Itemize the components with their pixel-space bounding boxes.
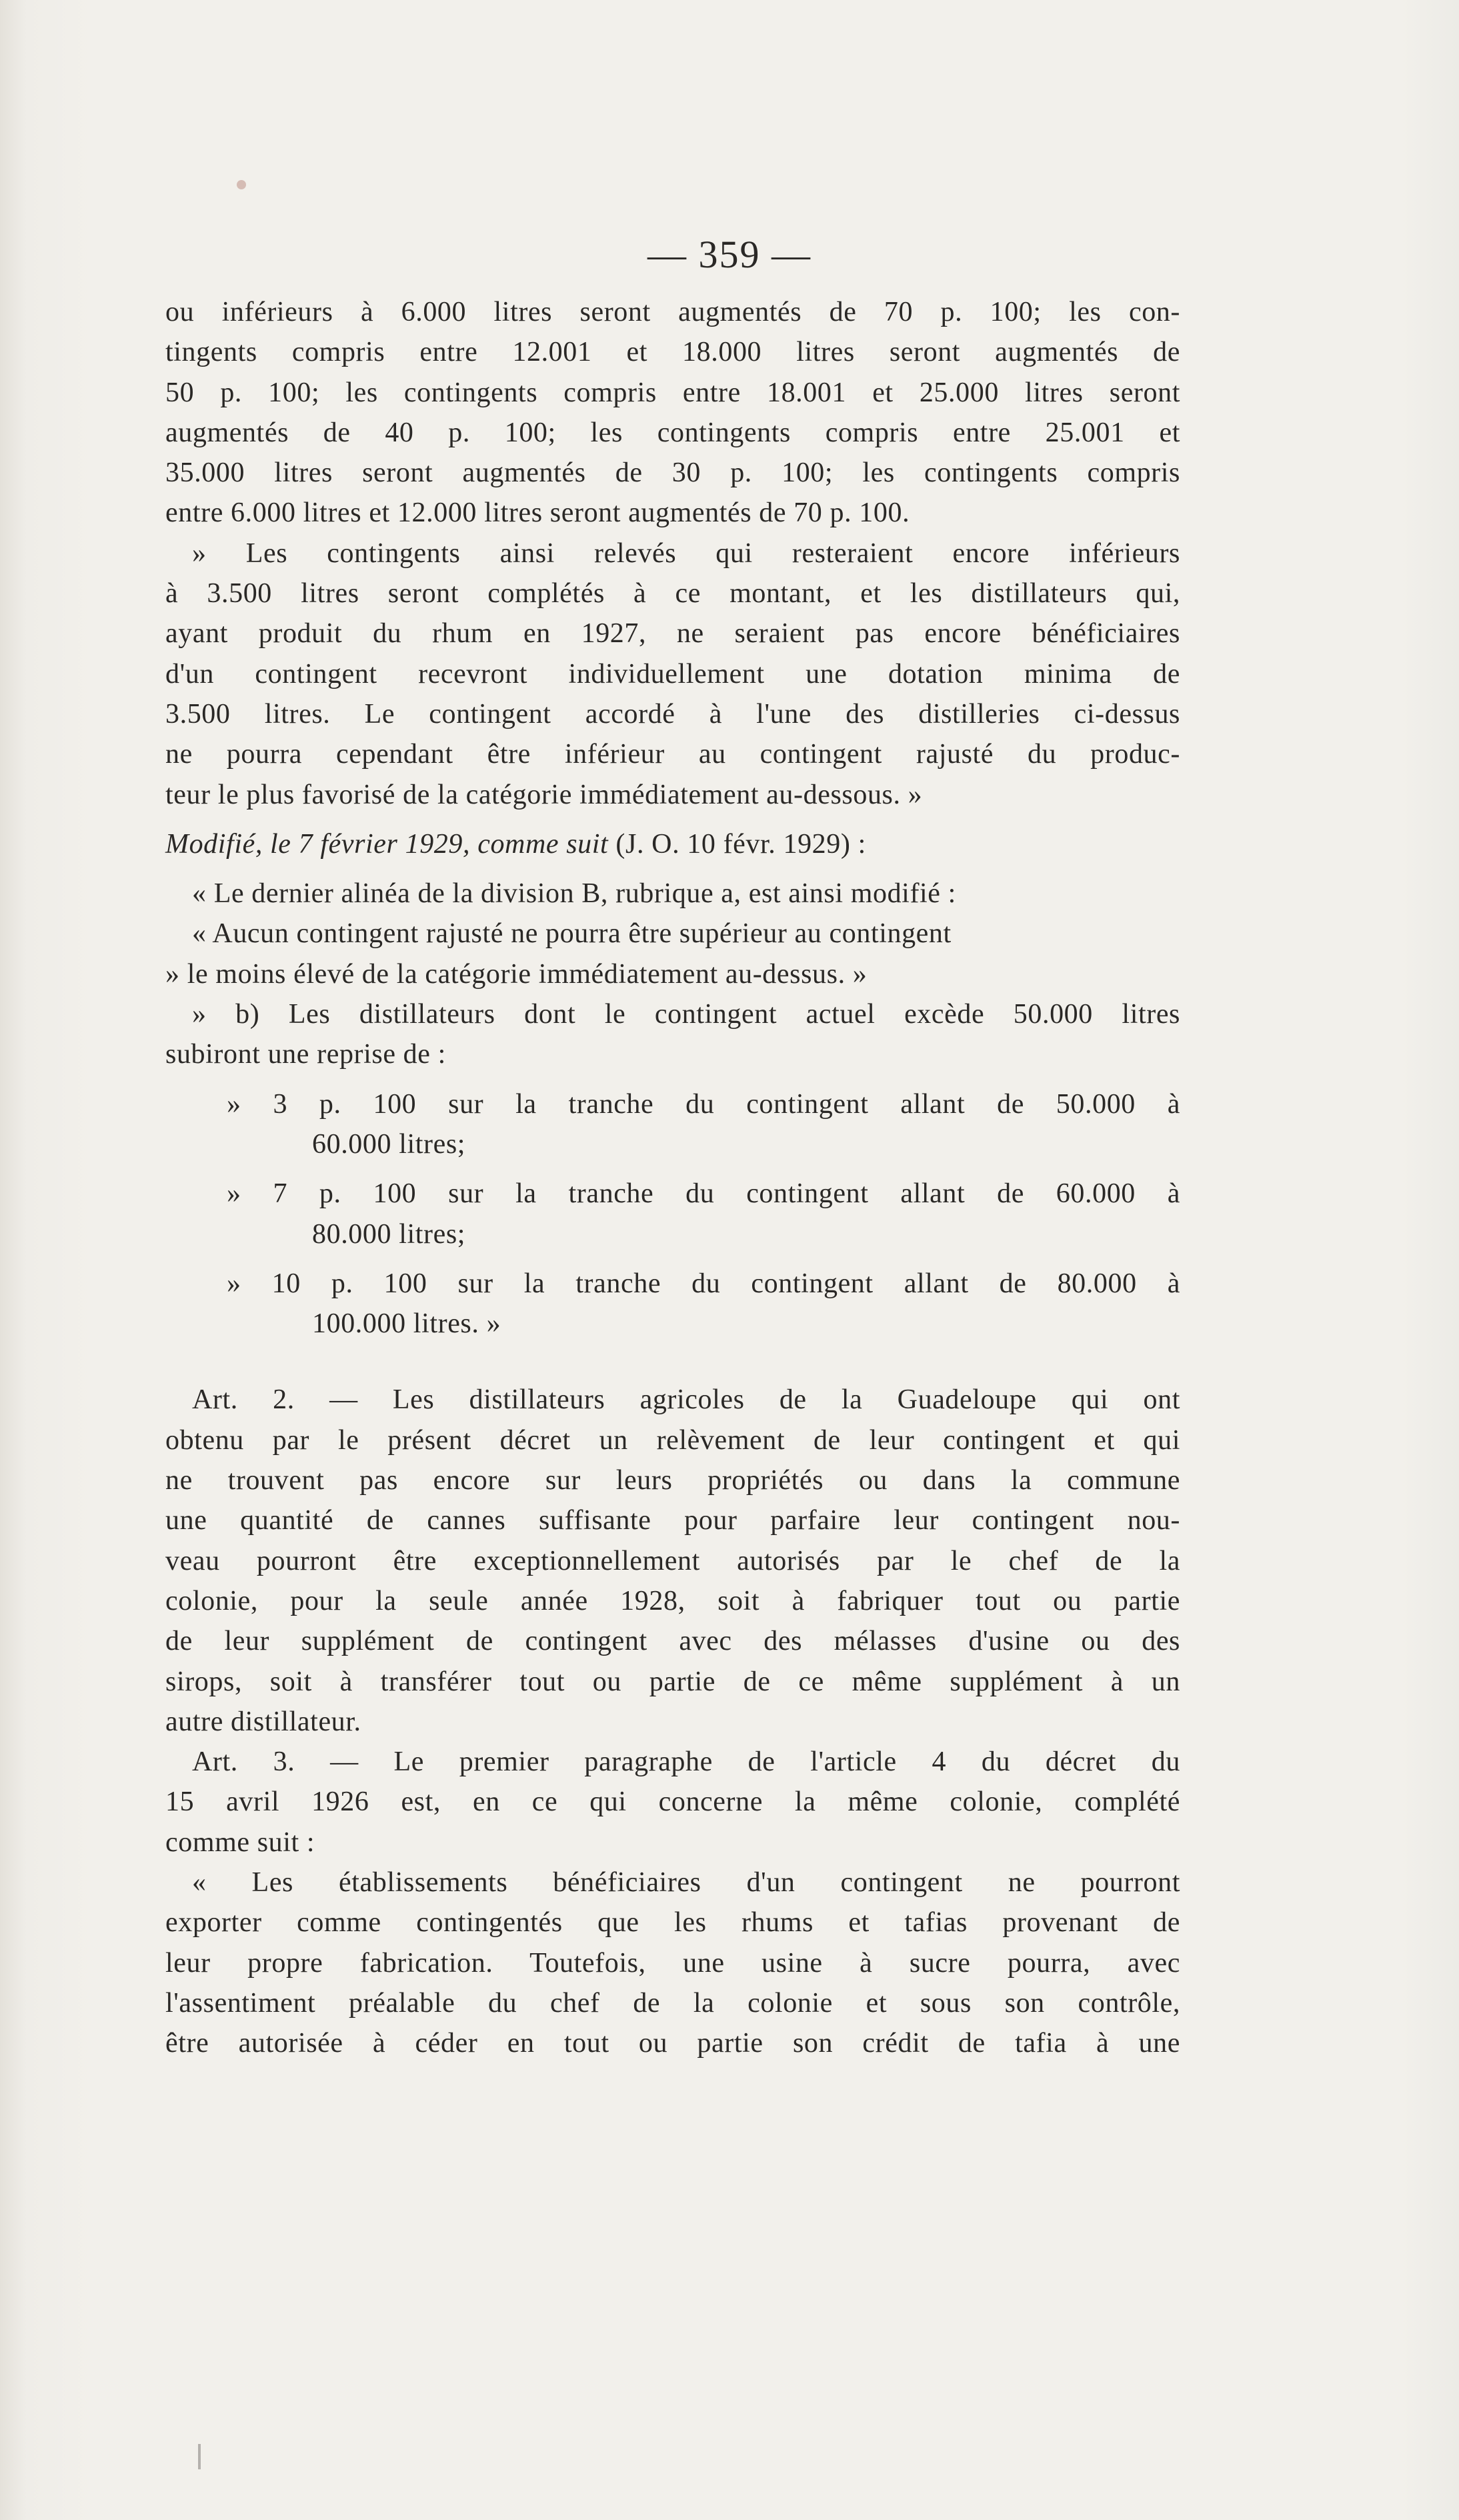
reprise-list (165, 1084, 1180, 1344)
text-line: d'un contingent recevront individuellement une dotation minima de (165, 658, 1180, 690)
text-line: teur le plus favorisé de la catégorie immédiatement au-dessous. » (165, 779, 923, 810)
text-line: obtenu par le présent décret un relèvement de leur contingent et qui (165, 1424, 1180, 1456)
text-line: » b) Les distillateurs dont le contingent actuel excède 50.000 litres (192, 999, 1180, 1030)
text-line: « Les établissements bénéficiaires d'un contingent ne pourront (192, 1866, 1180, 1898)
page-number: — 359 — (647, 233, 812, 276)
text-line: colonie, pour la seule année 1928, soit à fabriquer tout ou partie (165, 1585, 1180, 1616)
text-line: 100.000 litres. » (312, 1308, 501, 1340)
paragraph-etablissements-beneficiaires (165, 1862, 1180, 2063)
text-line: 35.000 litres seront augmentés de 30 p. 100; les contingents compris (165, 457, 1180, 489)
text-line: être autorisée à céder en tout ou partie son crédit de tafia à une (165, 2028, 1180, 2059)
text-line: veau pourront être exceptionnellement autorisés par le chef de la (165, 1545, 1180, 1576)
text-line: 80.000 litres; (312, 1218, 466, 1250)
text-line: « Aucun contingent rajusté ne pourra être supérieur au contingent (192, 918, 952, 950)
modification-note-italic: Modifié, le 7 février 1929, comme suit (165, 828, 609, 860)
ink-speck (198, 2444, 201, 2469)
list-item (165, 1084, 1180, 1165)
text-line: ne trouvent pas encore sur leurs propriétés ou dans la commune (165, 1465, 1180, 1496)
list-item (165, 1174, 1180, 1254)
text-line: » Les contingents ainsi relevés qui resteraient encore inférieurs (192, 537, 1180, 569)
text-line: de leur supplément de contingent avec des mélasses d'usine ou des (165, 1626, 1180, 1657)
text-line: Art. 2. — Les distillateurs agricoles de la Guadeloupe qui ont (192, 1384, 1180, 1416)
text-line: autre distillateur. (165, 1706, 361, 1737)
text-line: « Le dernier alinéa de la division B, rubrique a, est ainsi modifié : (192, 878, 956, 910)
text-line: entre 6.000 litres et 12.000 litres seront augmentés de 70 p. 100. (165, 497, 910, 529)
modification-note-ref: (J. O. 10 févr. 1929) : (608, 828, 866, 860)
text-line: comme suit : (165, 1826, 315, 1858)
text-line: » le moins élevé de la catégorie immédiatement au-dessus. » (165, 958, 868, 990)
text-line: 60.000 litres; (312, 1128, 466, 1160)
text-line: » 3 p. 100 sur la tranche du contingent allant de 50.000 à (227, 1088, 1180, 1120)
paragraph-contingents-augmentes (165, 292, 1180, 533)
article-3 (165, 1742, 1180, 1862)
text-line: » 10 p. 100 sur la tranche du contingent allant de 80.000 à (227, 1268, 1180, 1299)
text-line: ne pourra cependant être inférieur au contingent rajusté du produc- (165, 739, 1180, 770)
text-line: Art. 3. — Le premier paragraphe de l'article 4 du décret du (192, 1746, 1180, 1778)
text-line: sirops, soit à transférer tout ou partie de ce même supplément à un (165, 1666, 1180, 1697)
text-line: » 7 p. 100 sur la tranche du contingent allant de 60.000 à (227, 1178, 1180, 1210)
text-line: 50 p. 100; les contingents compris entre 18.001 et 25.000 litres seront (165, 377, 1180, 408)
list-item (165, 1264, 1180, 1344)
article-2 (165, 1380, 1180, 1742)
text-line: l'assentiment préalable du chef de la colonie et sous son contrôle, (165, 1987, 1180, 2019)
text-line: leur propre fabrication. Toutefois, une usine à sucre pourra, avec (165, 1947, 1180, 1979)
text-line: ayant produit du rhum en 1927, ne seraient pas encore bénéficiaires (165, 618, 1180, 650)
text-line: subiront une reprise de : (165, 1039, 446, 1070)
paragraph-contingents-releves (165, 533, 1180, 815)
text-line: tingents compris entre 12.001 et 18.000 litres seront augmentés de (165, 337, 1180, 368)
paragraph-dernier-alinea (165, 874, 1180, 1074)
document-body (165, 292, 1180, 2063)
text-line: une quantité de cannes suffisante pour parfaire leur contingent nou- (165, 1505, 1180, 1536)
text-line: à 3.500 litres seront complétés à ce montant, et les distillateurs qui, (165, 578, 1180, 609)
text-line: ou inférieurs à 6.000 litres seront augmentés de 70 p. 100; les con- (165, 297, 1180, 327)
ink-spot (237, 180, 246, 189)
text-line: 15 avril 1926 est, en ce qui concerne la même colonie, complété (165, 1786, 1180, 1818)
modification-note (165, 824, 1180, 864)
text-line: augmentés de 40 p. 100; les contingents compris entre 25.001 et (165, 417, 1180, 448)
text-line: 3.500 litres. Le contingent accordé à l'une des distilleries ci-dessus (165, 698, 1180, 730)
text-line: exporter comme contingentés que les rhums et tafias provenant de (165, 1907, 1180, 1939)
